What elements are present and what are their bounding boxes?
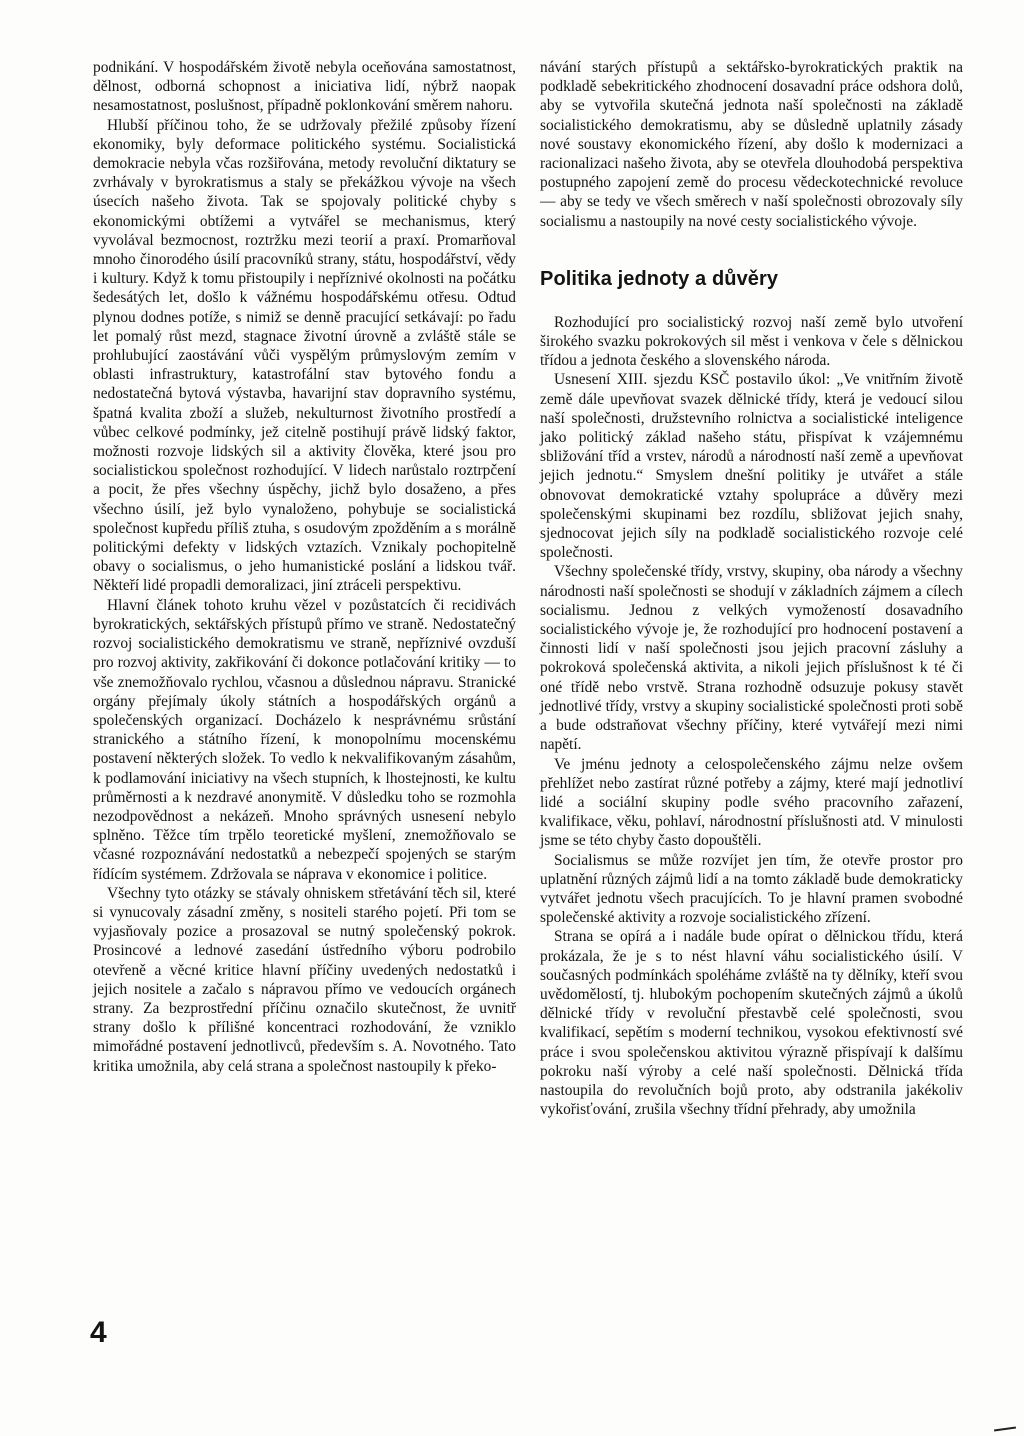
paragraph: Ve jménu jednoty a celospolečenského zájmu nelze ovšem přehlížet nebo zastírat různé potřeby a zájmy, které mají jednotliví lidé a sociální skupiny podle svého pracovního zařazení, kvalifikace, věku, pohlaví, národnostní příslušnosti atd. V minulosti jsme se této chyby často dopouštěli. bbox=[540, 755, 963, 850]
paragraph: podnikání. V hospodářském životě nebyla oceňována samostatnost, dělnost, odborná schopnost a iniciativa lidí, nýbrž naopak nesamostatnost, poslušnost, případně poklonkování směrem nahoru. bbox=[93, 59, 516, 115]
paragraph: Všechny společenské třídy, vrstvy, skupiny, oba národy a všechny národnosti naší společnosti se shodují v základních zájmem a cílech socialismu. Jednou z velkých vymožeností dosavadního socialistického vývoje je, že rozhodující pro hodnocení postavení a činnosti lidí v naší společnosti jsou jejich pracovní zásluhy a pokroková společenská aktivita, a nikoli jejich příslušnost k té či oné třídě nebo vrstvě. Strana rozhodně odsuzuje pokusy stavět jednotlivé třídy, vrstvy a skupiny socialistické společnosti proti sobě a bude odstraňovat všechny příčiny, které vytvářejí mezi nimi napětí. bbox=[540, 563, 963, 754]
paragraph: Hlubší příčinou toho, že se udržovaly přežilé způsoby řízení ekonomiky, byly deformace politického systému. Socialistická demokracie nebyla včas rozšiřována, metody revoluční diktatury se zvrhávaly v byrokratismus a staly se překážkou vývoje na všech úsecích našeho života. Tak se spojovaly politické chyby s ekonomickými obtížemi a vytvářel se mechanismus, který vyvolával bezmocnost, roztržku mezi teorií a praxí. Promarňoval mnoho činorodého úsilí pracovníků strany, státu, hospodářství, vědy i kultury. Když k tomu přistoupily i nepříznivé okolnosti na počátku šedesátých let, došlo k vážnému hospodářskému otřesu. Odtud plynou dodnes potíže, s nimiž se denně pracující setkávají: po řadu let pomalý růst mezd, stagnace životní úrovně a zvláště stále se prohlubující zaostávání vůči vyspělým průmyslovým zemím v oblasti infrastruktury, katastrofální stav bytového fondu a nedostatečná bytová výstavba, havarijní stav dopravního systému, špatná kvalita zboží a služeb, nekulturnost životního prostředí a vůbec celkové podmínky, jež citelně postihují právě lidský faktor, možnosti rozvoje lidských sil a aktivity člověka, které jsou pro socialistickou společnost rozhodující. V lidech narůstalo roztrpčení a pocit, že přes všechny úspěchy, jichž bylo dosaženo, a přes všechno úsilí, jež bylo vynaloženo, pohybuje se socialistická společnost kupředu příliš ztuha, s osudovým zpožděním a s morálně politickými defekty v lidských vztazích. Vznikaly pochopitelně obavy o socialismus, o jeho humanistické poslání a lidskou tvář. Někteří lidé propadli demoralizaci, jiní ztráceli perspektivu. bbox=[93, 116, 516, 595]
paragraph: Hlavní článek tohoto kruhu vězel v pozůstatcích či recidivách byrokratických, sektářských přístupů přímo ve straně. Nedostatečný rozvoj socialistického demokratismu ve straně, nepříznivé ovzduší pro rozvoj aktivity, zakřikování či dokonce potlačování kritiky — to vše znemožňovalo rychlou, včasnou a důslednou nápravu. Stranické orgány přejímaly úkoly státních a hospodářských orgánů a společenských organizací. Docházelo k nesprávnému srůstání stranického a státního řízení, k monopolnímu mocenskému postavení některých složek. To vedlo k nekvalifikovaným zásahům, k podlamování iniciativy na všech stupních, k lhostejnosti, ke kultu průměrnosti a k nezdravé anonymitě. V důsledku toho se rozmohla nezodpovědnost a nekázeň. Mnoho správných usnesení nebylo splněno. Těžce tím trpělo teoretické myšlení, znemožňovalo se včasné rozpoznávání nedostatků a nebezpečí spojených se starým řídícím systémem. Zdržovala se náprava v ekonomice i politice. bbox=[93, 596, 516, 883]
right-text-column bbox=[540, 58, 963, 1119]
paragraph: Strana se opírá a i nadále bude opírat o dělnickou třídu, která prokázala, že je s to nést hlavní váhu socialistického úsilí. V současných podmínkách spoléháme zvláště na ty dělníky, kteří svou uvědomělostí, tj. hlubokým pochopením skutečných zájmů a úkolů dělnické třídy v revoluční přestavbě celé společnosti, svou kvalifikací, sepětím s moderní technikou, vysokou efektivností své práce i svou společenskou aktivitou výrazně přispívají k dalšímu pokroku naší výroby a celé naší společnosti. Dělnická třída nastoupila do revolučních bojů proto, aby odstranila jakékoliv vykořisťování, zrušila všechny třídní přehrady, aby umožnila bbox=[540, 928, 963, 1119]
paragraph: Socialismus se může rozvíjet jen tím, že otevře prostor pro uplatnění různých zájmů lidí a na tomto základě bude demokraticky vytvářet jednotu všech pracujících. To je hlavní pramen svobodné společenské aktivity a rozvoje socialistického zřízení. bbox=[540, 851, 963, 927]
left-text-column bbox=[93, 58, 516, 1076]
paragraph: Rozhodující pro socialistický rozvoj naší země bylo utvoření širokého svazku pokrokových sil měst i venkova v čele s dělnickou třídou a jednota českého a slovenského národa. bbox=[540, 313, 963, 370]
section-heading: Politika jednoty a důvěry bbox=[540, 267, 779, 290]
scan-corner-mark bbox=[994, 1426, 1016, 1431]
paragraph: Všechny tyto otázky se stávaly ohniskem střetávání těch sil, které si vynucovaly zásadní změny, s nositeli starého pojetí. Při tom se vyjasňovaly pozice a prosazoval se nutný společenský pokrok. Prosincové a lednové zasedání ústředního výboru podrobilo otevřeně a věcné kritice hlavní příčiny uvedených nedostatků i jejich nositele a začalo s nápravou přímo ve vedoucích orgánech strany. Za bezprostřední příčinu označilo skutečnost, že uvnitř strany došlo k přílišné koncentraci rozhodování, že vzniklo mimořádné postavení jednotlivců, především s. A. Novotného. Tato kritika umožnila, aby celá strana a společnost nastoupily k překo- bbox=[93, 884, 516, 1075]
paragraph: návání starých přístupů a sektářsko-byrokratických praktik na podkladě sebekritického zhodnocení dosavadní práce odshora dolů, aby se vytvořila skutečná jednota naší společnosti na základě socialistického demokratismu, aby se důsledně uplatnily zásady nové soustavy ekonomického řízení, aby došlo k modernizaci a racionalizaci našeho života, aby se otevřela dlouhodobá perspektiva postupného zapojení země do procesu vědeckotechnické revoluce — aby se tedy ve všech směrech v naší společnosti obrozovaly síly socialismu a nastoupily na nové cesty socialistického vývoje. bbox=[540, 59, 963, 230]
page-number: 4 bbox=[90, 1316, 107, 1349]
paragraph: Usnesení XIII. sjezdu KSČ postavilo úkol: „Ve vnitřním životě země dále upevňovat svazek dělnické třídy, která je vedoucí silou naší společnosti, družstevního rolnictva a socialistické inteligence jako politický základ našeho státu, přispívat k vzájemnému sbližování tříd a vrstev, národů a národností naší země a upevňovat jejich jednotu.“ Smyslem dnešní politiky je utvářet a stále obnovovat demokratické vztahy spolupráce a důvěry mezi společenskými skupinami bez rozdílu, sbližovat jejich snahy, sjednocovat jejich síly na podkladě socialistického rozvoje celé společnosti. bbox=[540, 371, 963, 562]
